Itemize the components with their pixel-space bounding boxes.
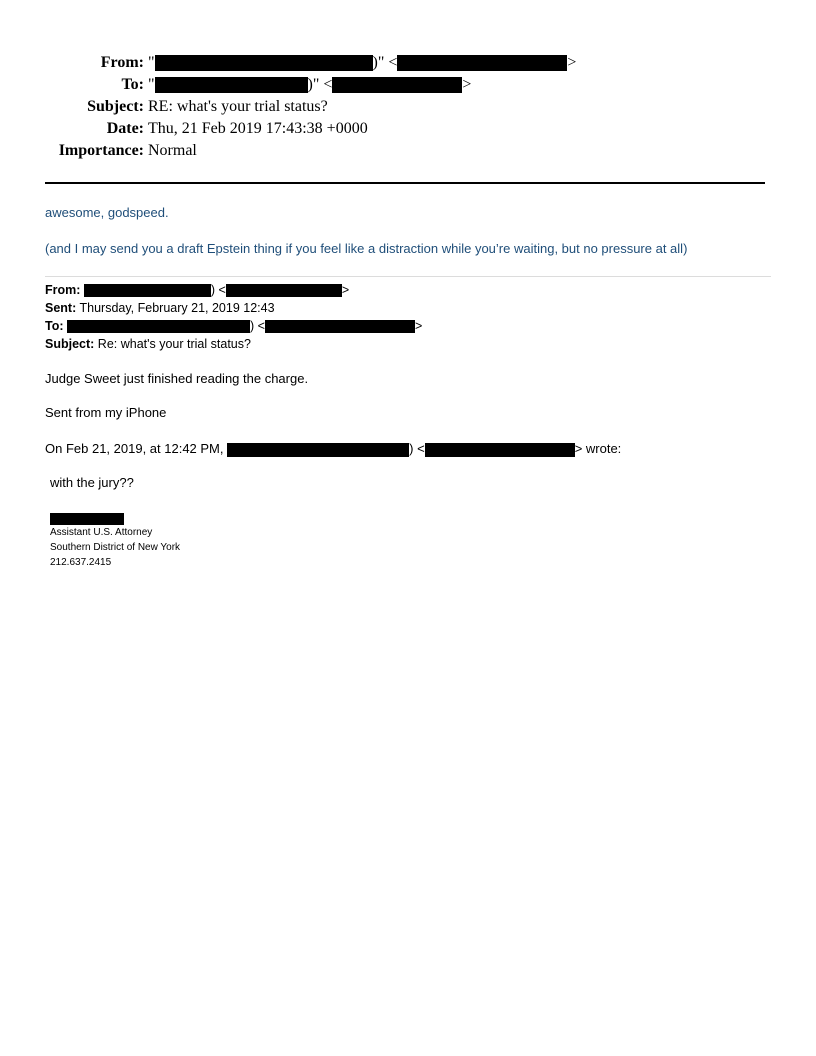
from-quote-open: " [148,54,155,71]
quote-prefix: On Feb 21, 2019, at 12:42 PM, [45,441,224,456]
header-to-label: To: [121,76,144,93]
redaction-box [84,284,211,297]
from-separator: )" < [372,54,398,71]
redaction-box [425,443,575,457]
header-divider [45,182,765,184]
quote-divider [45,276,771,277]
header-from-value [148,52,576,74]
redaction-box [155,55,373,71]
redaction-box [265,320,415,333]
reply-line-1: awesome, godspeed. [45,205,169,220]
signature-phone: 212.637.2415 [50,557,112,568]
quoted-text: with the jury?? [50,475,134,490]
header-date-label: Date: [106,120,144,137]
header-importance-label: Importance: [58,142,144,159]
header-from-label: From: [100,54,144,71]
redaction-box [227,443,409,457]
forwarded-sent-row [45,299,275,317]
forwarded-to-separator: ) < [250,319,265,333]
message-line-1: Judge Sweet just finished reading the charge. [45,371,309,386]
header-date-value: Thu, 21 Feb 2019 17:43:38 +0000 [148,120,368,137]
signature-title: Assistant U.S. Attorney [50,527,153,538]
quote-separator: ) < [409,441,425,456]
to-bracket-close: > [462,76,472,93]
redaction-box [67,320,250,333]
forwarded-from-close: > [341,283,350,297]
to-quote-open: " [148,76,155,93]
message-line-2: Sent from my iPhone [45,405,167,420]
forwarded-subject-value: Re: what's your trial status? [97,337,251,351]
header-subject-value: RE: what's your trial status? [148,98,328,115]
from-bracket-close: > [567,54,577,71]
signature-name [50,513,124,525]
redaction-box [397,55,567,71]
reply-line-2: (and I may send you a draft Epstein thing if you feel like a distraction while you’re waiting, but no pressure at all) [45,241,688,256]
quote-attribution [45,441,621,457]
header-to-value [148,74,471,96]
header-subject-label: Subject: [87,98,144,115]
forwarded-subject-row [45,335,251,353]
redaction-box [332,77,462,93]
forwarded-from-row [45,281,349,299]
header-importance-value: Normal [148,142,197,159]
signature-office: Southern District of New York [50,542,181,553]
forwarded-to-row [45,317,422,335]
forwarded-subject-label: Subject: [45,337,95,351]
redaction-box [50,513,124,525]
forwarded-to-close: > [414,319,423,333]
forwarded-sent-value: Thursday, February 21, 2019 12:43 [79,301,275,315]
forwarded-to-label: To: [45,319,64,333]
forwarded-from-separator: ) < [210,283,226,297]
quote-suffix: > wrote: [574,441,622,456]
forwarded-from-label: From: [45,283,81,297]
to-separator: )" < [307,76,333,93]
redaction-box [155,77,308,93]
forwarded-sent-label: Sent: [45,301,77,315]
redaction-box [226,284,342,297]
